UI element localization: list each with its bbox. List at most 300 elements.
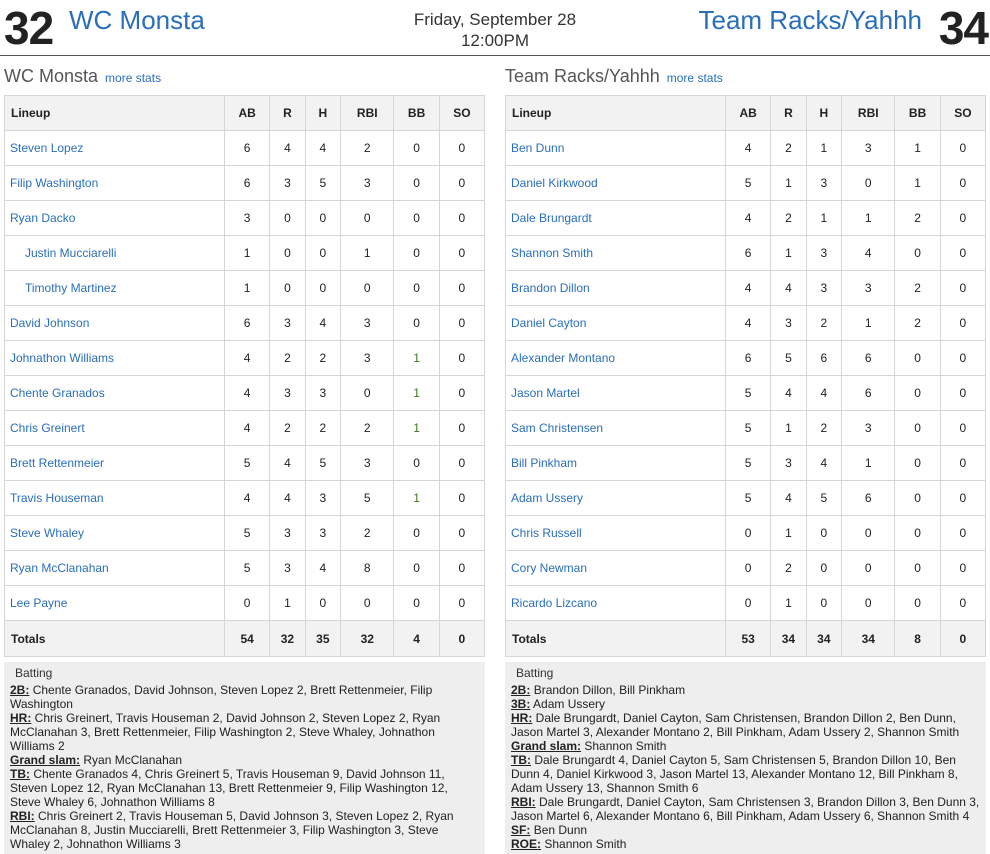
stat-r: 3 bbox=[771, 446, 806, 481]
batting-stat-line bbox=[511, 753, 980, 795]
column-header-rbi: RBI bbox=[842, 96, 895, 131]
home-lineup-table bbox=[4, 95, 485, 657]
total-ab: 54 bbox=[225, 621, 270, 657]
table-row bbox=[5, 586, 485, 621]
stat-so: 0 bbox=[439, 236, 484, 271]
stat-bb: 0 bbox=[895, 341, 940, 376]
stat-bb: 0 bbox=[895, 516, 940, 551]
home-batting-notes bbox=[4, 662, 485, 854]
table-row bbox=[506, 341, 986, 376]
player-name-link[interactable]: Steven Lopez bbox=[5, 131, 225, 166]
batting-stat-line bbox=[10, 753, 479, 767]
stat-r: 0 bbox=[270, 201, 305, 236]
totals-label: Totals bbox=[5, 621, 225, 657]
stat-ab: 6 bbox=[726, 236, 771, 271]
stat-bb: 2 bbox=[895, 271, 940, 306]
table-row bbox=[5, 446, 485, 481]
batting-stat-key: RBI: bbox=[10, 809, 35, 823]
total-so: 0 bbox=[439, 621, 484, 657]
batting-stat-key: Grand slam: bbox=[10, 753, 81, 767]
stat-bb: 0 bbox=[895, 586, 940, 621]
stat-ab: 0 bbox=[726, 551, 771, 586]
away-score: 34 bbox=[938, 2, 988, 54]
stat-ab: 4 bbox=[726, 271, 771, 306]
batting-stat-line bbox=[511, 683, 980, 697]
stat-r: 2 bbox=[771, 131, 806, 166]
table-row bbox=[506, 236, 986, 271]
batting-stat-line bbox=[10, 711, 479, 753]
batting-stat-text: Chente Granados, David Johnson, Steven Lopez 2, Brett Rettenmeier, Filip Washington bbox=[10, 683, 433, 711]
column-header-ab: AB bbox=[726, 96, 771, 131]
stat-rbi: 3 bbox=[341, 341, 394, 376]
batting-stat-line bbox=[10, 809, 479, 851]
stat-rbi: 3 bbox=[842, 131, 895, 166]
table-row bbox=[506, 516, 986, 551]
stat-so: 0 bbox=[940, 411, 985, 446]
player-name-link[interactable]: Alexander Montano bbox=[506, 341, 726, 376]
column-header-so: SO bbox=[940, 96, 985, 131]
table-row bbox=[506, 586, 986, 621]
stat-h: 0 bbox=[305, 271, 340, 306]
batting-stat-line bbox=[511, 697, 980, 711]
table-row bbox=[5, 131, 485, 166]
player-name-link[interactable]: Bill Pinkham bbox=[506, 446, 726, 481]
column-header-ab: AB bbox=[225, 96, 270, 131]
batting-stat-key: ROE: bbox=[511, 837, 541, 851]
player-name-link[interactable]: Chente Granados bbox=[5, 376, 225, 411]
stat-bb: 1 bbox=[394, 481, 439, 516]
stat-so: 0 bbox=[940, 516, 985, 551]
stat-h: 0 bbox=[806, 516, 841, 551]
stat-r: 4 bbox=[771, 481, 806, 516]
stat-rbi: 3 bbox=[842, 411, 895, 446]
stat-bb: 0 bbox=[895, 446, 940, 481]
player-name-link[interactable]: Timothy Martinez bbox=[5, 271, 225, 306]
table-row bbox=[506, 481, 986, 516]
batting-stat-key: TB: bbox=[511, 753, 531, 767]
stat-bb: 2 bbox=[895, 201, 940, 236]
stat-ab: 4 bbox=[225, 376, 270, 411]
batting-stat-key: 3B: bbox=[511, 697, 531, 711]
stat-h: 2 bbox=[806, 411, 841, 446]
column-header-h: H bbox=[305, 96, 340, 131]
batting-stat-line bbox=[10, 683, 479, 711]
player-name-link[interactable]: Shannon Smith bbox=[506, 236, 726, 271]
stat-ab: 5 bbox=[225, 551, 270, 586]
stat-rbi: 8 bbox=[341, 551, 394, 586]
stat-rbi: 0 bbox=[341, 271, 394, 306]
batting-stat-text: Shannon Smith bbox=[544, 837, 627, 851]
total-rbi: 32 bbox=[341, 621, 394, 657]
stat-rbi: 3 bbox=[341, 166, 394, 201]
totals-label: Totals bbox=[506, 621, 726, 657]
table-row bbox=[5, 166, 485, 201]
stat-ab: 4 bbox=[225, 341, 270, 376]
stat-r: 1 bbox=[771, 236, 806, 271]
away-team-link[interactable]: Team Racks/Yahhh bbox=[698, 5, 922, 35]
stat-r: 1 bbox=[771, 411, 806, 446]
stat-h: 0 bbox=[305, 201, 340, 236]
stat-r: 4 bbox=[771, 376, 806, 411]
stat-bb: 0 bbox=[394, 446, 439, 481]
stat-h: 5 bbox=[305, 446, 340, 481]
table-row bbox=[5, 481, 485, 516]
stat-h: 4 bbox=[806, 376, 841, 411]
batting-stat-key: SF: bbox=[511, 823, 531, 837]
stat-h: 4 bbox=[806, 446, 841, 481]
total-bb: 8 bbox=[895, 621, 940, 657]
stat-r: 5 bbox=[771, 341, 806, 376]
player-name-link[interactable]: Cory Newman bbox=[506, 551, 726, 586]
batting-stat-key: HR: bbox=[10, 711, 32, 725]
stat-bb: 2 bbox=[895, 306, 940, 341]
stat-bb: 0 bbox=[394, 306, 439, 341]
stat-rbi: 1 bbox=[842, 201, 895, 236]
stat-ab: 6 bbox=[225, 131, 270, 166]
batting-stat-text: Dale Brungardt, Daniel Cayton, Sam Christensen, Brandon Dillon 2, Ben Dunn, Jason Martel 3, Alexander Montano 2, Bill Pinkham, Adam Ussery 2, Shannon Smith bbox=[511, 711, 960, 739]
player-name-link[interactable]: Steve Whaley bbox=[5, 516, 225, 551]
table-row bbox=[506, 551, 986, 586]
total-h: 35 bbox=[305, 621, 340, 657]
stat-r: 4 bbox=[270, 131, 305, 166]
column-header-h: H bbox=[806, 96, 841, 131]
batting-stat-key: HR: bbox=[511, 711, 533, 725]
stat-rbi: 1 bbox=[842, 306, 895, 341]
stat-bb: 0 bbox=[895, 376, 940, 411]
stat-ab: 4 bbox=[726, 306, 771, 341]
stat-ab: 4 bbox=[225, 481, 270, 516]
batting-stat-key: 2B: bbox=[10, 683, 30, 697]
total-ab: 53 bbox=[726, 621, 771, 657]
table-row bbox=[506, 271, 986, 306]
stat-h: 0 bbox=[305, 236, 340, 271]
stat-ab: 0 bbox=[225, 586, 270, 621]
player-name-link[interactable]: Lee Payne bbox=[5, 586, 225, 621]
player-name-link[interactable]: Jason Martel bbox=[506, 376, 726, 411]
stat-r: 1 bbox=[270, 586, 305, 621]
home-team-link[interactable]: WC Monsta bbox=[69, 5, 205, 35]
game-datetime bbox=[395, 9, 595, 51]
stat-r: 3 bbox=[771, 306, 806, 341]
stat-r: 2 bbox=[270, 411, 305, 446]
batting-stat-key: TB: bbox=[10, 767, 30, 781]
stat-h: 1 bbox=[806, 201, 841, 236]
stat-r: 4 bbox=[270, 481, 305, 516]
stat-h: 5 bbox=[305, 166, 340, 201]
stat-rbi: 1 bbox=[341, 236, 394, 271]
stat-rbi: 0 bbox=[341, 586, 394, 621]
stat-ab: 0 bbox=[726, 516, 771, 551]
game-date: Friday, September 28 bbox=[413, 10, 577, 29]
home-section-name: WC Monsta bbox=[4, 66, 99, 86]
stat-ab: 5 bbox=[726, 376, 771, 411]
player-name-link[interactable]: Dale Brungardt bbox=[506, 201, 726, 236]
batting-stat-key: Grand slam: bbox=[511, 739, 582, 753]
stat-h: 6 bbox=[806, 341, 841, 376]
stat-h: 3 bbox=[806, 236, 841, 271]
stat-rbi: 0 bbox=[842, 166, 895, 201]
stat-h: 4 bbox=[305, 306, 340, 341]
stat-so: 0 bbox=[940, 586, 985, 621]
batting-stat-text: Chente Granados 4, Chris Greinert 5, Travis Houseman 9, David Johnson 11, Steven Lopez 12, Ryan McClanahan 13, Brett Rettenmeier 9, Filip Washington 12, Steve Whaley 6, Johnathon Williams 8 bbox=[10, 767, 448, 809]
stat-bb: 0 bbox=[394, 236, 439, 271]
stat-so: 0 bbox=[439, 341, 484, 376]
player-name-link[interactable]: Filip Washington bbox=[5, 166, 225, 201]
stat-ab: 4 bbox=[225, 411, 270, 446]
stat-rbi: 0 bbox=[341, 201, 394, 236]
batting-stat-text: Shannon Smith bbox=[584, 739, 667, 753]
table-header-row bbox=[5, 96, 485, 131]
total-bb: 4 bbox=[394, 621, 439, 657]
batting-stat-text: Adam Ussery bbox=[533, 697, 606, 711]
stat-ab: 5 bbox=[726, 166, 771, 201]
stat-so: 0 bbox=[439, 271, 484, 306]
stat-ab: 5 bbox=[225, 516, 270, 551]
stat-so: 0 bbox=[439, 586, 484, 621]
table-row bbox=[5, 236, 485, 271]
stat-bb: 0 bbox=[895, 236, 940, 271]
player-name-link[interactable]: Chris Greinert bbox=[5, 411, 225, 446]
stat-h: 2 bbox=[806, 306, 841, 341]
player-name-link[interactable]: Chris Russell bbox=[506, 516, 726, 551]
stat-ab: 3 bbox=[225, 201, 270, 236]
batting-stat-text: Dale Brungardt, Daniel Cayton, Sam Christensen 3, Brandon Dillon 3, Ben Dunn 3, Jason Martel 6, Alexander Montano 6, Bill Pinkham, Adam Ussery 6, Shannon Smith 4 bbox=[511, 795, 980, 823]
stat-bb: 1 bbox=[895, 131, 940, 166]
stat-so: 0 bbox=[940, 236, 985, 271]
home-box-score bbox=[4, 64, 486, 657]
player-name-link[interactable]: Daniel Cayton bbox=[506, 306, 726, 341]
stat-r: 1 bbox=[771, 586, 806, 621]
stat-rbi: 3 bbox=[341, 306, 394, 341]
total-h: 34 bbox=[806, 621, 841, 657]
batting-stat-line bbox=[511, 739, 980, 753]
stat-bb: 1 bbox=[394, 411, 439, 446]
stat-ab: 6 bbox=[225, 306, 270, 341]
batting-stat-line bbox=[511, 823, 980, 837]
stat-so: 0 bbox=[940, 446, 985, 481]
stat-ab: 1 bbox=[225, 271, 270, 306]
stat-ab: 5 bbox=[726, 481, 771, 516]
stat-ab: 6 bbox=[225, 166, 270, 201]
stat-r: 0 bbox=[270, 236, 305, 271]
totals-row bbox=[5, 621, 485, 657]
home-batting-title: Batting bbox=[15, 666, 53, 680]
stat-so: 0 bbox=[940, 481, 985, 516]
table-row bbox=[506, 131, 986, 166]
table-row bbox=[5, 516, 485, 551]
player-name-link[interactable]: Ricardo Lizcano bbox=[506, 586, 726, 621]
table-row bbox=[5, 271, 485, 306]
batting-stat-text: Ben Dunn bbox=[533, 823, 588, 837]
player-name-link[interactable]: Johnathon Williams bbox=[5, 341, 225, 376]
stat-so: 0 bbox=[439, 131, 484, 166]
stat-bb: 0 bbox=[394, 516, 439, 551]
stat-rbi: 0 bbox=[341, 376, 394, 411]
stat-ab: 4 bbox=[726, 131, 771, 166]
stat-bb: 0 bbox=[895, 551, 940, 586]
stat-so: 0 bbox=[439, 516, 484, 551]
stat-so: 0 bbox=[439, 411, 484, 446]
away-section-title bbox=[505, 64, 987, 90]
stat-h: 3 bbox=[305, 516, 340, 551]
stat-h: 3 bbox=[806, 166, 841, 201]
player-name-link[interactable]: Travis Houseman bbox=[5, 481, 225, 516]
table-row bbox=[506, 446, 986, 481]
player-name-link[interactable]: David Johnson bbox=[5, 306, 225, 341]
stat-so: 0 bbox=[940, 306, 985, 341]
away-more-stats-link[interactable]: more stats bbox=[666, 71, 723, 85]
table-row bbox=[506, 376, 986, 411]
player-name-link[interactable]: Ryan McClanahan bbox=[5, 551, 225, 586]
stat-r: 4 bbox=[771, 271, 806, 306]
batting-stat-key: 2B: bbox=[511, 683, 531, 697]
batting-stat-text: Brandon Dillon, Bill Pinkham bbox=[533, 683, 686, 697]
away-batting-title: Batting bbox=[516, 666, 554, 680]
stat-bb: 0 bbox=[394, 551, 439, 586]
stat-rbi: 2 bbox=[341, 411, 394, 446]
stat-rbi: 2 bbox=[341, 131, 394, 166]
table-row bbox=[5, 306, 485, 341]
player-name-link[interactable]: Brandon Dillon bbox=[506, 271, 726, 306]
stat-rbi: 3 bbox=[842, 271, 895, 306]
column-header-rbi: RBI bbox=[341, 96, 394, 131]
table-row bbox=[5, 341, 485, 376]
stat-r: 2 bbox=[270, 341, 305, 376]
stat-so: 0 bbox=[439, 306, 484, 341]
stat-bb: 0 bbox=[394, 166, 439, 201]
stat-h: 1 bbox=[806, 131, 841, 166]
column-header-r: R bbox=[771, 96, 806, 131]
batting-stat-line bbox=[511, 837, 980, 851]
stat-so: 0 bbox=[940, 201, 985, 236]
stat-h: 3 bbox=[305, 481, 340, 516]
stat-rbi: 1 bbox=[842, 446, 895, 481]
table-row bbox=[506, 201, 986, 236]
player-name-link[interactable]: Ben Dunn bbox=[506, 131, 726, 166]
stat-so: 0 bbox=[439, 481, 484, 516]
player-name-link[interactable]: Ryan Dacko bbox=[5, 201, 225, 236]
away-box-score bbox=[505, 64, 987, 657]
stat-h: 0 bbox=[806, 586, 841, 621]
column-header-r: R bbox=[270, 96, 305, 131]
batting-stat-text: Chris Greinert 2, Travis Houseman 5, David Johnson 3, Steven Lopez 2, Ryan McClanahan 8, Justin Mucciarelli, Brett Rettenmeier 3, Filip Washington 3, Steve Whaley 2, Johnathon Williams 3 bbox=[10, 809, 454, 851]
stat-so: 0 bbox=[940, 376, 985, 411]
stat-h: 0 bbox=[305, 586, 340, 621]
column-header-bb: BB bbox=[394, 96, 439, 131]
table-row bbox=[5, 411, 485, 446]
stat-r: 3 bbox=[270, 306, 305, 341]
total-so: 0 bbox=[940, 621, 985, 657]
column-header-bb: BB bbox=[895, 96, 940, 131]
column-header-lineup: Lineup bbox=[506, 96, 726, 131]
stat-ab: 0 bbox=[726, 586, 771, 621]
stat-r: 1 bbox=[771, 516, 806, 551]
player-name-link[interactable]: Daniel Kirkwood bbox=[506, 166, 726, 201]
stat-bb: 0 bbox=[895, 411, 940, 446]
stat-ab: 5 bbox=[726, 446, 771, 481]
table-row bbox=[5, 376, 485, 411]
total-rbi: 34 bbox=[842, 621, 895, 657]
stat-rbi: 6 bbox=[842, 481, 895, 516]
stat-h: 2 bbox=[305, 341, 340, 376]
stat-bb: 0 bbox=[394, 586, 439, 621]
table-row bbox=[506, 306, 986, 341]
stat-r: 1 bbox=[771, 166, 806, 201]
stat-r: 3 bbox=[270, 516, 305, 551]
stat-h: 4 bbox=[305, 131, 340, 166]
stat-bb: 1 bbox=[394, 376, 439, 411]
player-name-link[interactable]: Sam Christensen bbox=[506, 411, 726, 446]
home-score: 32 bbox=[4, 2, 54, 54]
stat-so: 0 bbox=[940, 551, 985, 586]
stat-so: 0 bbox=[439, 551, 484, 586]
stat-so: 0 bbox=[439, 201, 484, 236]
stat-r: 0 bbox=[270, 271, 305, 306]
stat-so: 0 bbox=[940, 131, 985, 166]
total-r: 34 bbox=[771, 621, 806, 657]
table-header-row bbox=[506, 96, 986, 131]
home-more-stats-link[interactable]: more stats bbox=[105, 71, 162, 85]
stat-so: 0 bbox=[439, 446, 484, 481]
stat-so: 0 bbox=[439, 376, 484, 411]
total-r: 32 bbox=[270, 621, 305, 657]
away-section-name: Team Racks/Yahhh bbox=[505, 66, 660, 86]
stat-bb: 1 bbox=[394, 341, 439, 376]
game-header bbox=[0, 0, 990, 56]
stat-r: 3 bbox=[270, 551, 305, 586]
player-name-link[interactable]: Brett Rettenmeier bbox=[5, 446, 225, 481]
stat-so: 0 bbox=[940, 166, 985, 201]
away-batting-notes bbox=[505, 662, 986, 854]
home-section-title bbox=[4, 64, 486, 90]
batting-stat-line bbox=[511, 795, 980, 823]
player-name-link[interactable]: Justin Mucciarelli bbox=[5, 236, 225, 271]
game-time: 12:00PM bbox=[460, 31, 530, 50]
stat-bb: 0 bbox=[394, 271, 439, 306]
stat-rbi: 6 bbox=[842, 376, 895, 411]
stat-r: 2 bbox=[771, 551, 806, 586]
stat-ab: 5 bbox=[225, 446, 270, 481]
player-name-link[interactable]: Adam Ussery bbox=[506, 481, 726, 516]
stat-h: 3 bbox=[806, 271, 841, 306]
stat-rbi: 3 bbox=[341, 446, 394, 481]
totals-row bbox=[506, 621, 986, 657]
stat-bb: 0 bbox=[394, 131, 439, 166]
table-row bbox=[5, 551, 485, 586]
stat-h: 2 bbox=[305, 411, 340, 446]
stat-r: 4 bbox=[270, 446, 305, 481]
stat-rbi: 0 bbox=[842, 551, 895, 586]
stat-rbi: 0 bbox=[842, 586, 895, 621]
stat-rbi: 4 bbox=[842, 236, 895, 271]
stat-ab: 4 bbox=[726, 201, 771, 236]
batting-stat-text: Chris Greinert, Travis Houseman 2, David Johnson 2, Steven Lopez 2, Ryan McClanahan 3, Brett Rettenmeier, Filip Washington 2, Steve Whaley, Johnathon Williams 2 bbox=[10, 711, 441, 753]
stat-bb: 1 bbox=[895, 166, 940, 201]
stat-r: 3 bbox=[270, 376, 305, 411]
stat-h: 3 bbox=[305, 376, 340, 411]
stat-h: 4 bbox=[305, 551, 340, 586]
column-header-lineup: Lineup bbox=[5, 96, 225, 131]
stat-h: 0 bbox=[806, 551, 841, 586]
column-header-so: SO bbox=[439, 96, 484, 131]
stat-bb: 0 bbox=[394, 201, 439, 236]
batting-stat-text: Ryan McClanahan bbox=[83, 753, 183, 767]
stat-h: 5 bbox=[806, 481, 841, 516]
stat-so: 0 bbox=[940, 341, 985, 376]
table-row bbox=[506, 166, 986, 201]
batting-stat-line bbox=[10, 767, 479, 809]
stat-ab: 5 bbox=[726, 411, 771, 446]
